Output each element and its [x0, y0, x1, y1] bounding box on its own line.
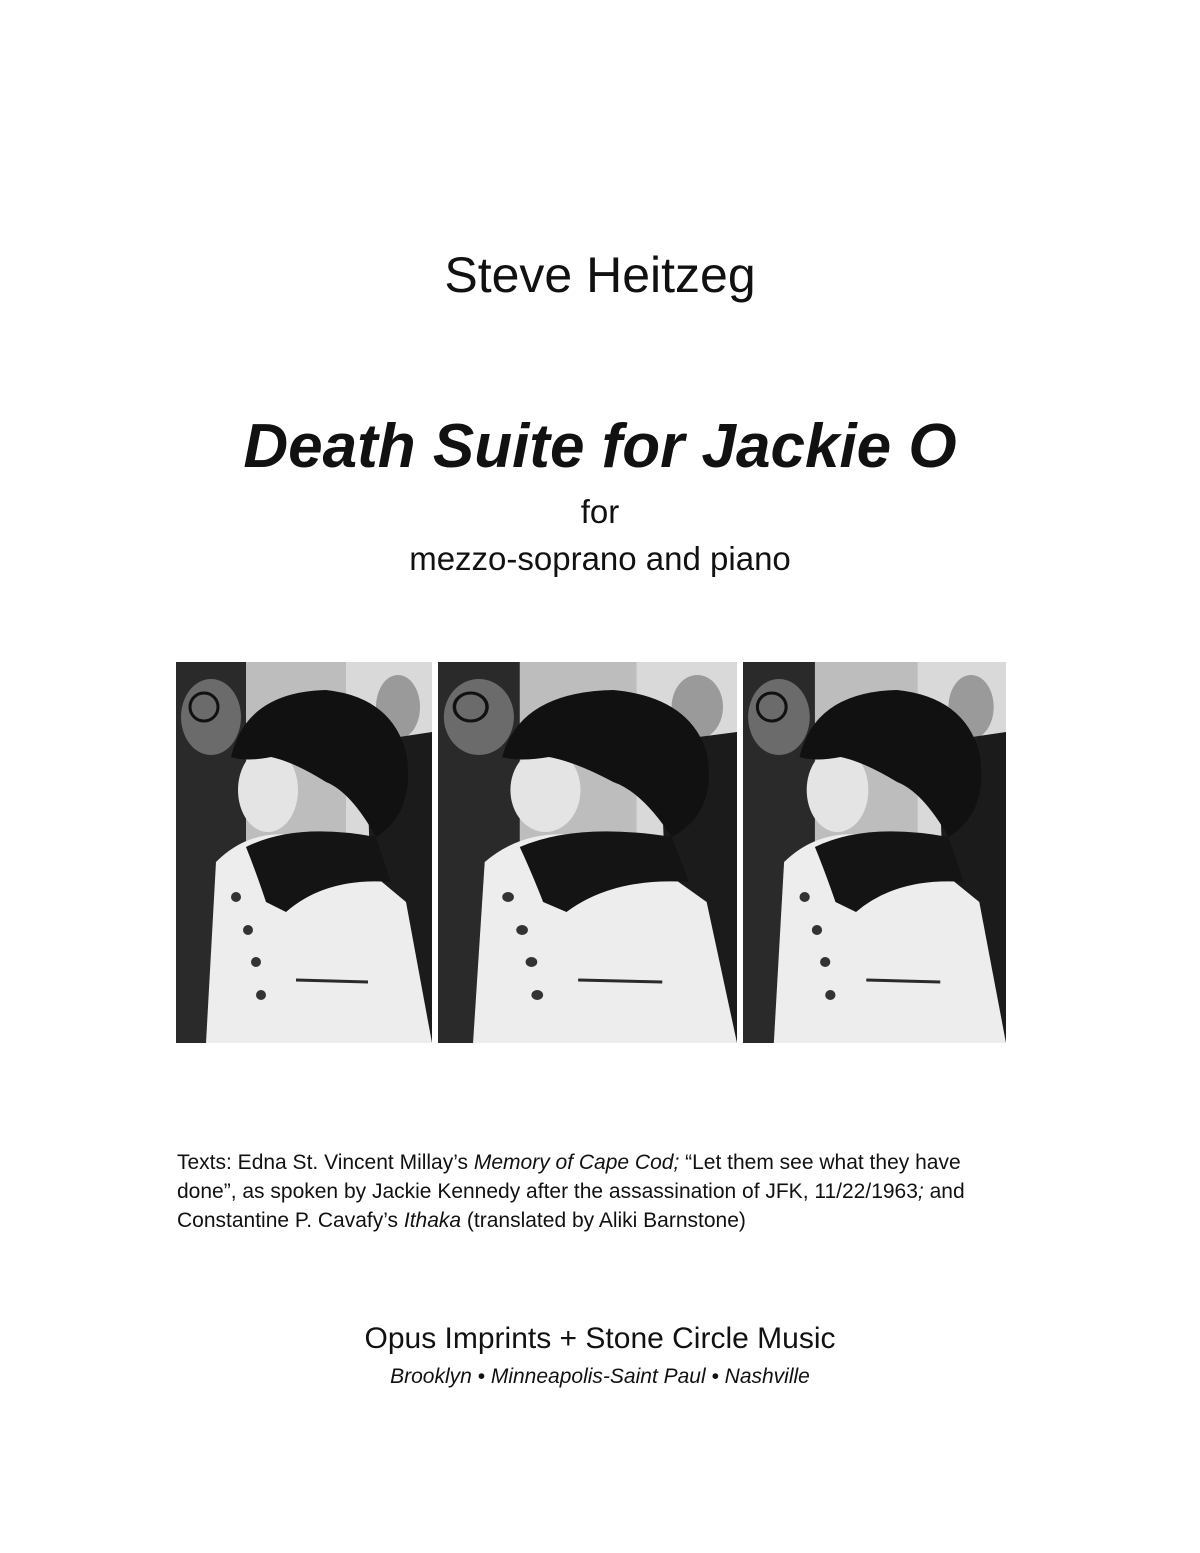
texts-part-3: and Constantine P. Cavafy’s	[177, 1180, 965, 1232]
for-line: for	[580, 493, 620, 530]
texts-semicolon: ;	[917, 1180, 924, 1203]
portrait-photo-3	[743, 662, 1006, 1043]
work-ithaka: Ithaka	[403, 1209, 462, 1232]
texts-credit	[177, 1148, 1017, 1235]
composer-name: Steve Heitzeg	[444, 247, 756, 303]
texts-part-1: Texts: Edna St. Vincent Millay’s	[177, 1151, 474, 1174]
instrumentation: mezzo-soprano and piano	[409, 540, 791, 577]
work-memory-of-cape-cod: Memory of Cape Cod;	[473, 1151, 680, 1174]
work-title: Death Suite for Jackie O	[243, 412, 957, 481]
texts-part-4: (translated by Aliki Barnstone)	[461, 1209, 746, 1232]
portrait-photo-2	[438, 662, 737, 1043]
publisher: Opus Imprints + Stone Circle Music	[364, 1322, 836, 1355]
portrait-photo-1	[176, 662, 432, 1043]
publisher-locations: Brooklyn • Minneapolis-Saint Paul • Nashville	[390, 1365, 810, 1388]
photo-strip	[176, 662, 1006, 1043]
texts-part-2: “Let them see what they have done”, as spoken by Jackie Kennedy after the assassination of JFK, 11/22/1963	[177, 1151, 961, 1203]
